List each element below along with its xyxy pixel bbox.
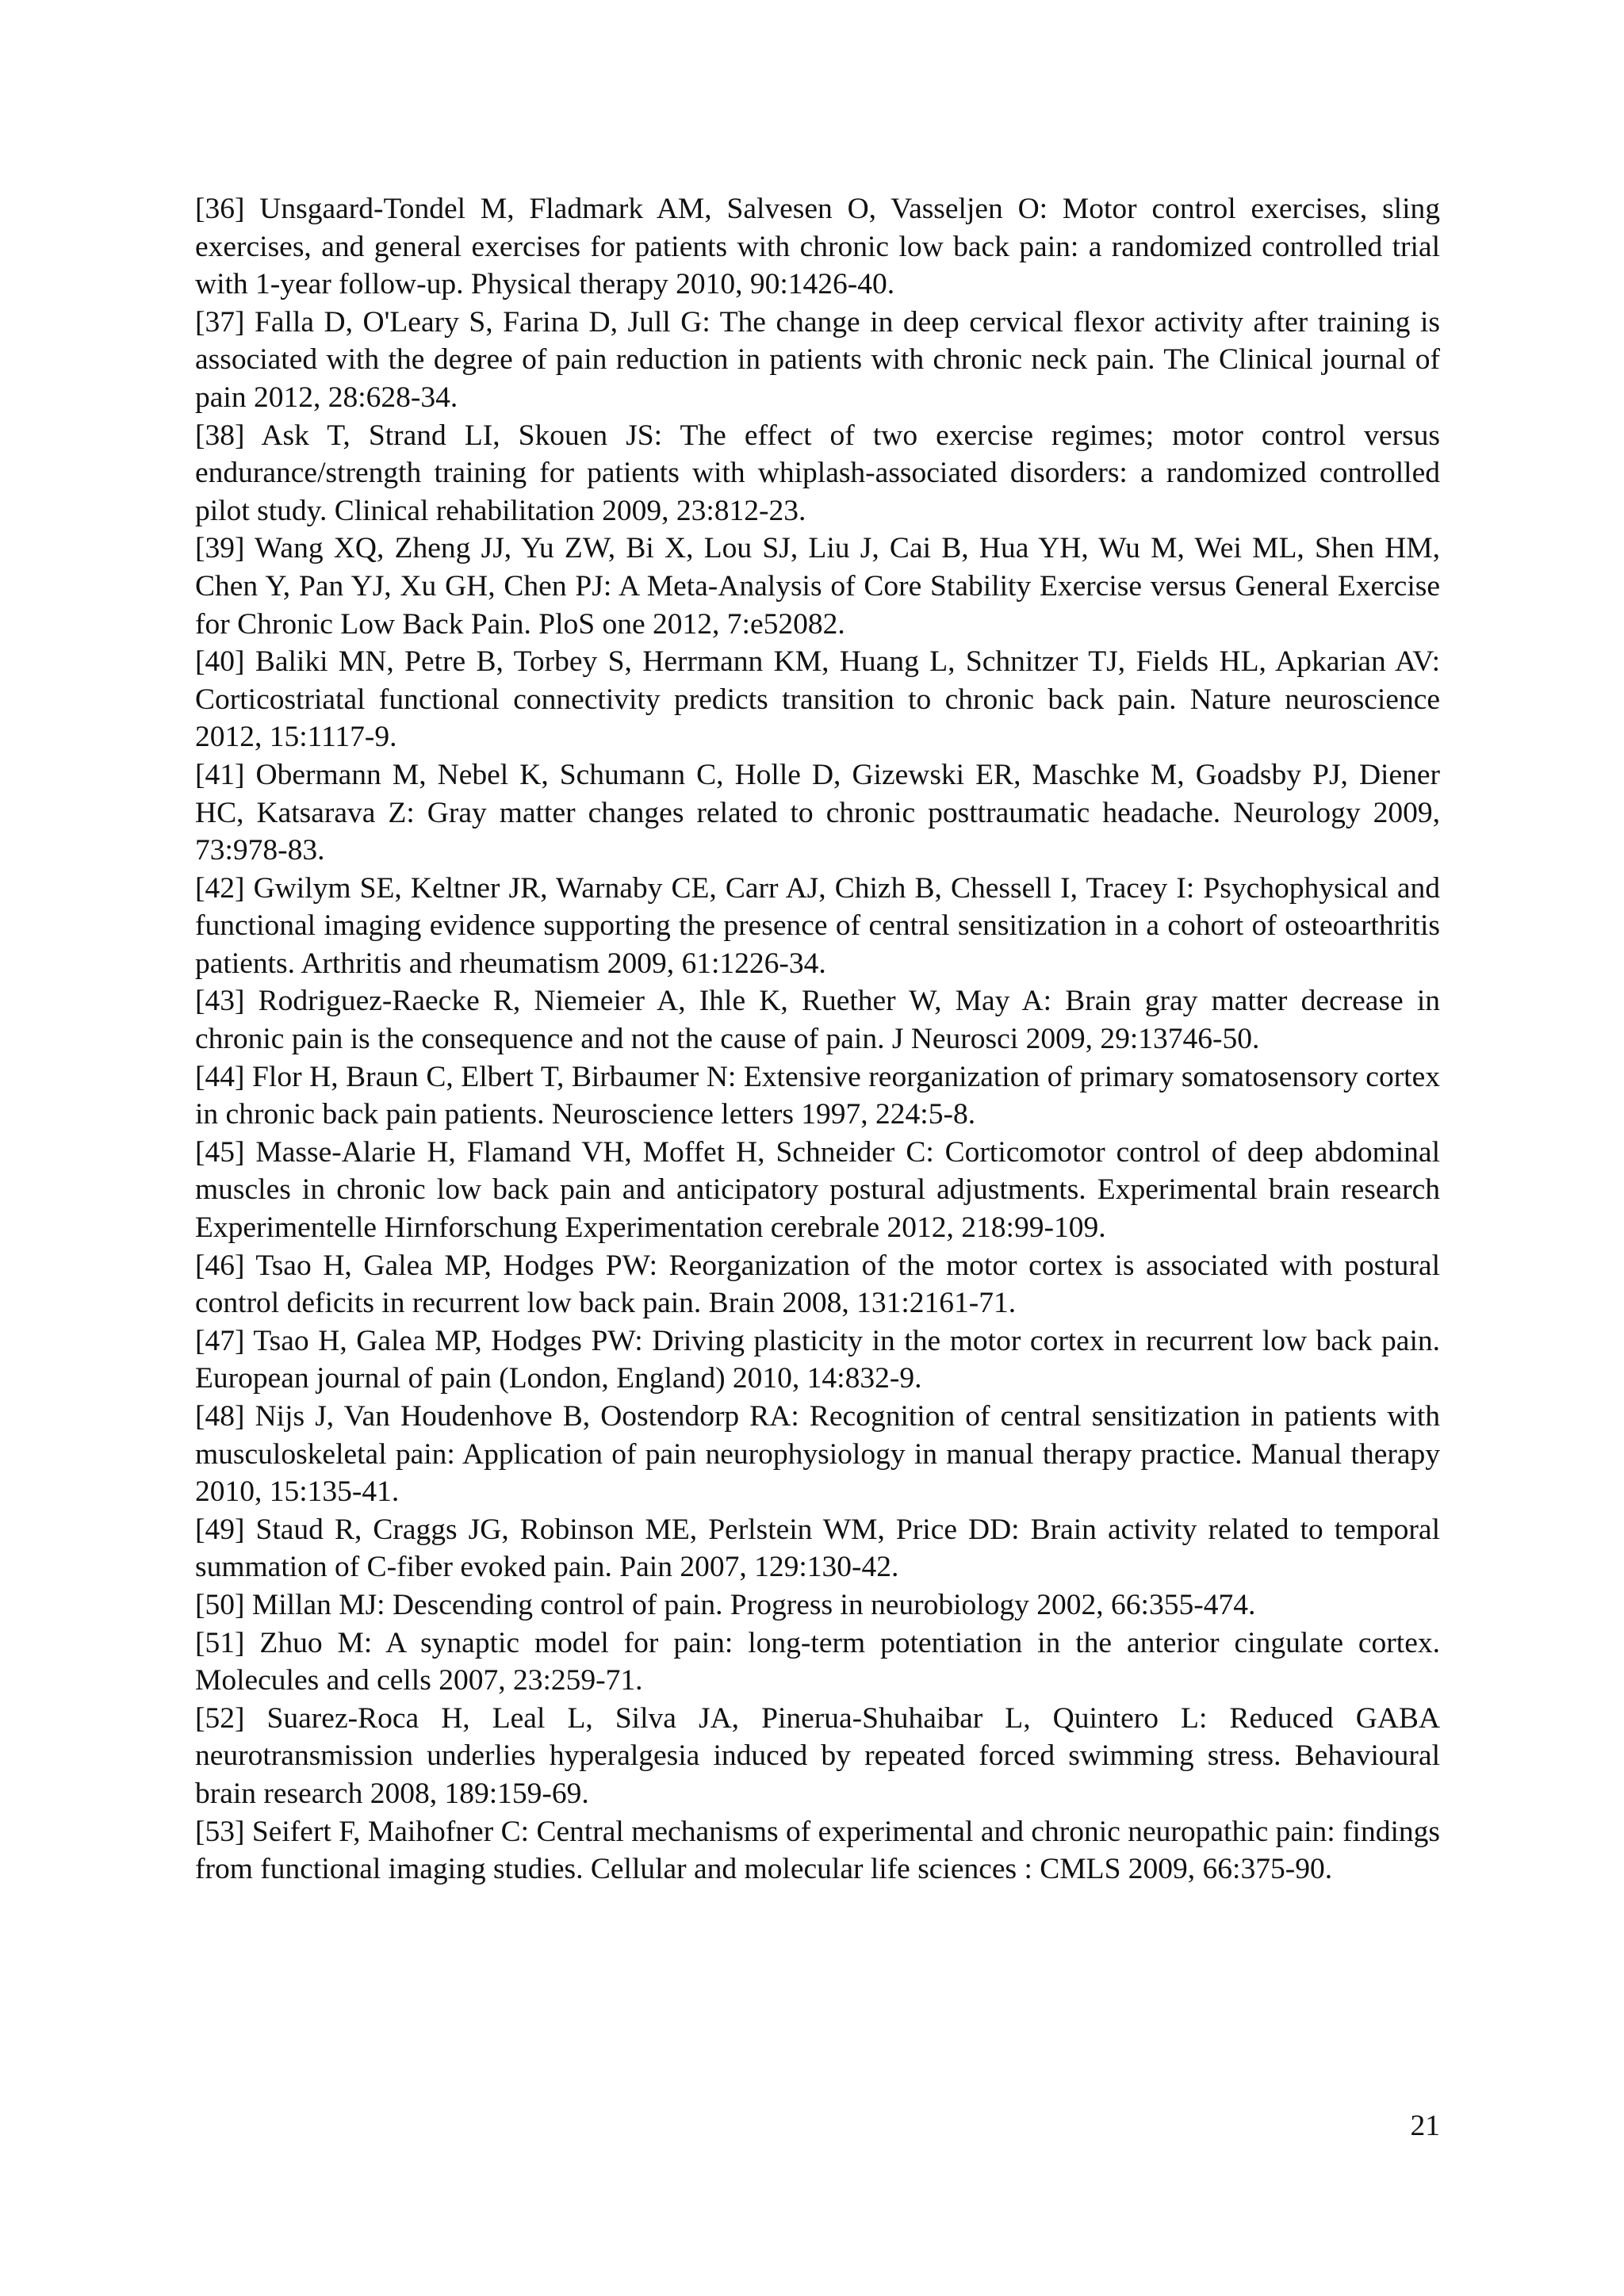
reference-53: [53] Seifert F, Maihofner C: Central mechanisms of experimental and chronic neuropathic pain: findings from functional imaging studies. Cellular and molecular life sciences : CMLS 2009, 66:375-90. bbox=[195, 1815, 1440, 1886]
reference-39: [39] Wang XQ, Zheng JJ, Yu ZW, Bi X, Lou SJ, Liu J, Cai B, Hua YH, Wu M, Wei ML, Shen HM, Chen Y, Pan YJ, Xu GH, Chen PJ: A Meta-Analysis of Core Stability Exercise versus General Exercise for Chronic Low Back Pain. PloS one 2012, 7:e52082. bbox=[195, 532, 1440, 641]
reference-46: [46] Tsao H, Galea MP, Hodges PW: Reorganization of the motor cortex is associated with postural control deficits in recurrent low back pain. Brain 2008, 131:2161-71. bbox=[195, 1249, 1440, 1320]
reference-41: [41] Obermann M, Nebel K, Schumann C, Holle D, Gizewski ER, Maschke M, Goadsby PJ, Diener HC, Katsarava Z: Gray matter changes related to chronic posttraumatic headache. Neurology 2009, 73:978-83. bbox=[195, 758, 1440, 867]
reference-52: [52] Suarez-Roca H, Leal L, Silva JA, Pinerua-Shuhaibar L, Quintero L: Reduced GABA neurotransmission underlies hyperalgesia induced by repeated forced swimming stress. Behavioural brain research 2008, 189:159-69. bbox=[195, 1701, 1440, 1810]
reference-42: [42] Gwilym SE, Keltner JR, Warnaby CE, Carr AJ, Chizh B, Chessell I, Tracey I: Psychophysical and functional imaging evidence supporting the presence of central sensitization in a cohort of osteoarthritis patients. Arthritis and rheumatism 2009, 61:1226-34. bbox=[195, 871, 1440, 980]
reference-38: [38] Ask T, Strand LI, Skouen JS: The effect of two exercise regimes; motor control versus endurance/strength training for patients with whiplash-associated disorders: a randomized controlled pilot study. Clinical rehabilitation 2009, 23:812-23. bbox=[195, 419, 1440, 527]
reference-45: [45] Masse-Alarie H, Flamand VH, Moffet H, Schneider C: Corticomotor control of deep abdominal muscles in chronic low back pain and anticipatory postural adjustments. Experimental brain research Experimentelle Hirnforschung Experimentation cerebrale 2012, 218:99-109. bbox=[195, 1135, 1440, 1245]
reference-37: [37] Falla D, O'Leary S, Farina D, Jull G: The change in deep cervical flexor activity after training is associated with the degree of pain reduction in patients with chronic neck pain. The Clinical journal of pain 2012, 28:628-34. bbox=[195, 305, 1440, 414]
reference-36: [36] Unsgaard-Tondel M, Fladmark AM, Salvesen O, Vasseljen O: Motor control exercises, sling exercises, and general exercises for patients with chronic low back pain: a randomized controlled trial with 1-year follow-up. Physical therapy 2010, 90:1426-40. bbox=[195, 193, 1440, 301]
reference-44: [44] Flor H, Braun C, Elbert T, Birbaumer N: Extensive reorganization of primary somatosensory cortex in chronic back pain patients. Neuroscience letters 1997, 224:5-8. bbox=[195, 1060, 1440, 1131]
reference-47: [47] Tsao H, Galea MP, Hodges PW: Driving plasticity in the motor cortex in recurrent low back pain. European journal of pain (London, England) 2010, 14:832-9. bbox=[195, 1324, 1440, 1395]
reference-51: [51] Zhuo M: A synaptic model for pain: long-term potentiation in the anterior cingulate cortex. Molecules and cells 2007, 23:259-71. bbox=[195, 1626, 1440, 1697]
reference-40: [40] Baliki MN, Petre B, Torbey S, Herrmann KM, Huang L, Schnitzer TJ, Fields HL, Apkarian AV: Corticostriatal functional connectivity predicts transition to chronic back pain. Nature neuroscience 2012, 15:1117-9. bbox=[195, 645, 1440, 754]
page-number: 21 bbox=[1410, 2110, 1440, 2142]
reference-43: [43] Rodriguez-Raecke R, Niemeier A, Ihle K, Ruether W, May A: Brain gray matter decrease in chronic pain is the consequence and not the cause of pain. J Neurosci 2009, 29:13746-50. bbox=[195, 985, 1440, 1056]
reference-48: [48] Nijs J, Van Houdenhove B, Oostendorp RA: Recognition of central sensitization in patients with musculoskeletal pain: Application of pain neurophysiology in manual therapy practice. Manual therapy 2010, 15:135-41. bbox=[195, 1400, 1440, 1509]
reference-list bbox=[195, 190, 1440, 1888]
reference-49: [49] Staud R, Craggs JG, Robinson ME, Perlstein WM, Price DD: Brain activity related to temporal summation of C-fiber evoked pain. Pain 2007, 129:130-42. bbox=[195, 1513, 1440, 1584]
reference-50: [50] Millan MJ: Descending control of pain. Progress in neurobiology 2002, 66:355-474. bbox=[195, 1588, 1256, 1621]
